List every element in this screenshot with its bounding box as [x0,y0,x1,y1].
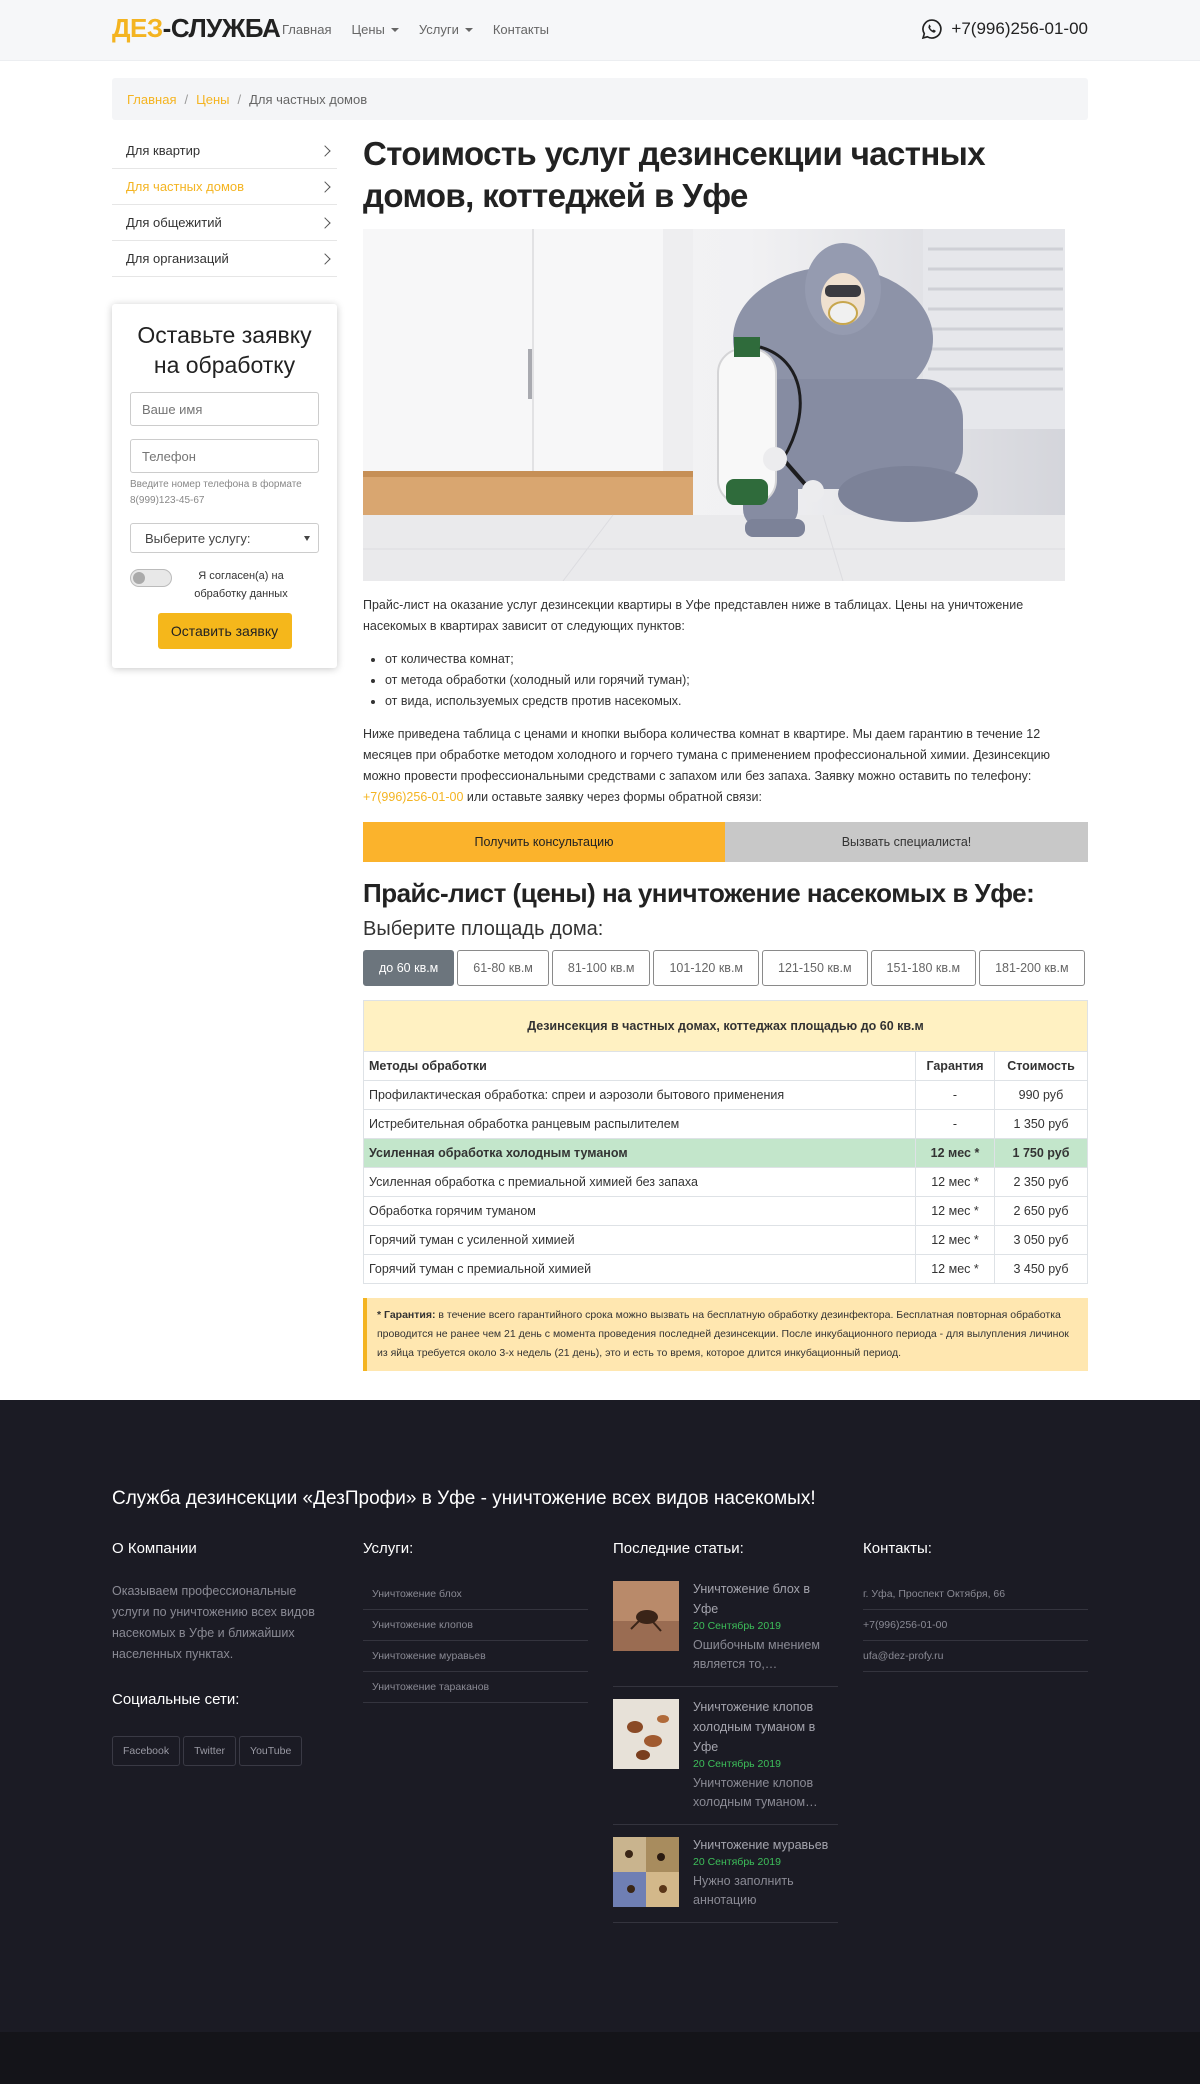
area-tabs [363,950,1088,986]
cell-warranty: 12 мес * [916,1168,995,1197]
inline-phone-link[interactable]: +7(996)256-01-00 [363,790,464,804]
footer-service-link[interactable]: Уничтожение клопов [363,1610,588,1641]
table-header-row [364,1052,1088,1081]
contact-email-link[interactable]: ufa@dez-profy.ru [863,1641,1088,1672]
cell-price: 3 050 руб [995,1226,1088,1255]
article-date: 20 Сентябрь 2019 [693,1620,781,1632]
brand-logo[interactable] [112,13,280,44]
contact-phone-link[interactable]: +7(996)256-01-00 [863,1610,1088,1641]
navbar [0,0,1200,61]
phone-format-hint: Введите номер телефона в формате 8(999)123-45-67 [130,479,302,506]
main-nav [282,22,549,37]
list-item: • от вида, используемых средств против насекомых. [385,691,1088,712]
table-row [364,1110,1088,1139]
call-specialist-button[interactable]: Вызвать специалиста! [725,822,1088,862]
chevron-right-icon [319,181,330,192]
article-excerpt: Нужно заполнить аннотацию [693,1874,794,1907]
table-row [364,1081,1088,1110]
price-table [363,1000,1088,1284]
article-title: Уничтожение блох в Уфе [693,1582,811,1616]
tab-area-121-150[interactable]: 121-150 кв.м [762,950,868,986]
footer-services-title: Услуги: [363,1540,414,1557]
nav-contacts[interactable]: Контакты [492,22,549,37]
nav-prices-dropdown[interactable]: Цены [351,22,398,37]
table-row [364,1255,1088,1284]
cell-price: 2 350 руб [995,1168,1088,1197]
subfooter [0,2032,1200,2084]
social-links [112,1736,332,1766]
article-date: 20 Сентябрь 2019 [693,1856,781,1868]
footer-service-link[interactable]: Уничтожение блох [363,1579,588,1610]
table-caption-row [364,1001,1088,1052]
pricing-factors-list [385,649,1088,712]
details-text-end: или оставьте заявку через формы обратной связи: [463,790,762,804]
request-form-card [112,304,337,668]
sidebar-item-apartments[interactable] [112,133,337,169]
footer-contacts-title: Контакты: [863,1540,932,1557]
cell-price: 990 руб [995,1081,1088,1110]
list-item: • от количества комнат; [385,649,1088,670]
footer-social-title: Социальные сети: [112,1691,240,1708]
sidebar-item-dormitories[interactable] [112,205,337,241]
article-item[interactable] [613,1687,838,1825]
twitter-link[interactable]: Twitter [183,1736,236,1766]
breadcrumb-prices[interactable]: Цены [196,91,230,107]
sidebar-menu [112,133,337,277]
article-title: Уничтожение муравьев [693,1838,829,1852]
cell-warranty: 12 мес * [916,1139,995,1168]
article-thumbnail-flea [613,1581,679,1651]
warranty-note [363,1298,1088,1371]
sidebar-item-label: Для квартир [126,143,201,158]
header-phone-text: +7(996)256-01-00 [951,19,1088,38]
article-date: 20 Сентябрь 2019 [693,1758,781,1770]
breadcrumb-separator: / [184,91,189,107]
tab-area-101-120[interactable]: 101-120 кв.м [653,950,759,986]
page-title: Стоимость услуг дезинсекции частных домов, коттеджей в Уфе [363,135,986,214]
cell-method: Усиленная обработка холодным туманом [364,1139,916,1168]
cta-row [363,822,1088,862]
footer-about-column [112,1540,332,1766]
article-excerpt: Ошибочным мнением является то,… [693,1638,820,1671]
chevron-right-icon [319,217,330,228]
tab-area-61-80[interactable]: 61-80 кв.м [457,950,549,986]
get-consultation-button[interactable]: Получить консультацию [363,822,725,862]
footer-service-link[interactable]: Уничтожение муравьев [363,1641,588,1672]
tab-area-81-100[interactable]: 81-100 кв.м [552,950,651,986]
area-select-title: Выберите площадь дома: [363,918,604,940]
service-select-value: Выберите услугу: [145,530,251,546]
article-thumbnail-bedbugs [613,1699,679,1769]
phone-input[interactable] [130,439,319,473]
consent-row [130,567,319,603]
table-row [364,1197,1088,1226]
service-select[interactable] [130,523,319,553]
sidebar-item-private-houses[interactable] [112,169,337,205]
footer-title: Служба дезинсекции «ДезПрофи» в Уфе - уничтожение всех видов насекомых! [112,1488,816,1509]
breadcrumb [112,78,1088,120]
submit-request-button[interactable]: Оставить заявку [158,613,292,649]
article-title: Уничтожение клопов холодным туманом в Уфе [693,1700,816,1754]
footer-services-list [363,1579,588,1703]
footer-articles-list [613,1569,838,1923]
main-content [363,133,1088,1371]
column-header-method: Методы обработки [364,1052,916,1081]
exterminator-illustration [363,229,1065,581]
details-text: Ниже приведена таблица с ценами и кнопки выбора количества комнат в квартире. Мы даем гарантию в течение 12 месяцев при обработке методом холодного и горчего тумана с применением профессиональной химии. Дезинсекцию можно провести профессиональными средствами с запахом или без запаха. Заявку можно оставить по телефону: [363,727,1051,783]
hero-image-exterminator [363,229,1065,581]
form-title: Оставьте заявку на обработку [137,322,312,378]
footer-about-text: Оказываем профессиональные услуги по уничтожению всех видов насекомых в Уфе и ближайших населенных пунктах. [112,1584,315,1661]
table-row [364,1226,1088,1255]
article-item[interactable] [613,1569,838,1687]
column-header-price: Стоимость [995,1052,1088,1081]
cell-price: 3 450 руб [995,1255,1088,1284]
cell-warranty: - [916,1081,995,1110]
breadcrumb-home[interactable]: Главная [127,91,177,107]
brand-part-2: -СЛУЖБА [162,13,281,43]
chevron-right-icon [319,145,330,156]
cell-method: Усиленная обработка с премиальной химией без запаха [364,1168,916,1197]
sidebar-item-label: Для организаций [126,251,229,266]
column-header-warranty: Гарантия [916,1052,995,1081]
consent-label: Я согласен(а) на обработку данных [194,570,288,600]
breadcrumb-separator: / [237,91,242,107]
chevron-right-icon [319,253,330,264]
footer-articles-title: Последние статьи: [613,1540,744,1557]
table-row [364,1168,1088,1197]
nav-home[interactable]: Главная [282,22,332,37]
whatsapp-icon [921,18,943,40]
youtube-link[interactable]: YouTube [239,1736,302,1766]
details-paragraph [363,724,1088,808]
cell-method: Истребительная обработка ранцевым распылителем [364,1110,916,1139]
warranty-note-label: * Гарантия: [377,1309,436,1321]
table-row-highlighted [364,1139,1088,1168]
header-phone-link[interactable] [921,18,1088,40]
price-list-title: Прайс-лист (цены) на уничтожение насекомых в Уфе: [363,878,1035,908]
cell-warranty: - [916,1110,995,1139]
cell-price: 2 650 руб [995,1197,1088,1226]
cell-warranty: 12 мес * [916,1226,995,1255]
cell-warranty: 12 мес * [916,1255,995,1284]
tab-area-upto-60[interactable]: до 60 кв.м [363,950,454,986]
cell-method: Горячий туман с премиальной химией [364,1255,916,1284]
cell-method: Горячий туман с усиленной химией [364,1226,916,1255]
brand-part-1: ДЕЗ [112,13,163,43]
cell-price: 1 750 руб [995,1139,1088,1168]
footer-about-title: О Компании [112,1540,197,1557]
footer-contacts-column [863,1540,1088,1672]
cell-price: 1 350 руб [995,1110,1088,1139]
sidebar-item-label: Для общежитий [126,215,222,230]
name-input[interactable] [130,392,319,426]
consent-toggle[interactable] [130,569,172,587]
footer-service-link[interactable]: Уничтожение тараканов [363,1672,588,1703]
contact-address: г. Уфа, Проспект Октября, 66 [863,1579,1088,1610]
article-item[interactable] [613,1825,838,1923]
article-excerpt: Уничтожение клопов холодным туманом… [693,1776,818,1809]
breadcrumb-current: Для частных домов [249,91,368,107]
tab-area-181-200[interactable]: 181-200 кв.м [979,950,1085,986]
table-caption: Дезинсекция в частных домах, коттеджах площадью до 60 кв.м [364,1001,1088,1052]
warranty-note-text: в течение всего гарантийного срока можно вызвать на бесплатную обработку дезинфектора. Бесплатная повторная обработка проводится не ранее чем 21 день с момента проведения последней дезинсекции. После инкубационного периода - для вылупления личинок из яйца требуется около 3-х недель (21 день), это и есть то время, которое длится инкубационный период. [377,1309,1069,1359]
cell-method: Профилактическая обработка: спреи и аэрозоли бытового применения [364,1081,916,1110]
footer [0,1400,1200,2032]
cell-warranty: 12 мес * [916,1197,995,1226]
article-thumbnail-ants [613,1837,679,1907]
footer-contacts-list [863,1579,1088,1672]
cell-method: Обработка горячим туманом [364,1197,916,1226]
facebook-link[interactable]: Facebook [112,1736,180,1766]
list-item: • от метода обработки (холодный или горячий туман); [385,670,1088,691]
intro-paragraph: Прайс-лист на оказание услуг дезинсекции квартиры в Уфе представлен ниже в таблицах. Цены на уничтожение насекомых в квартирах зависит от следующих пунктов: [363,598,1024,633]
tab-area-151-180[interactable]: 151-180 кв.м [871,950,977,986]
footer-articles-column [613,1540,838,1923]
dropdown-arrow-icon [304,536,310,541]
sidebar-item-organizations[interactable] [112,241,337,277]
footer-services-column [363,1540,588,1703]
sidebar-item-label: Для частных домов [126,179,245,194]
nav-services-dropdown[interactable]: Услуги [419,22,473,37]
